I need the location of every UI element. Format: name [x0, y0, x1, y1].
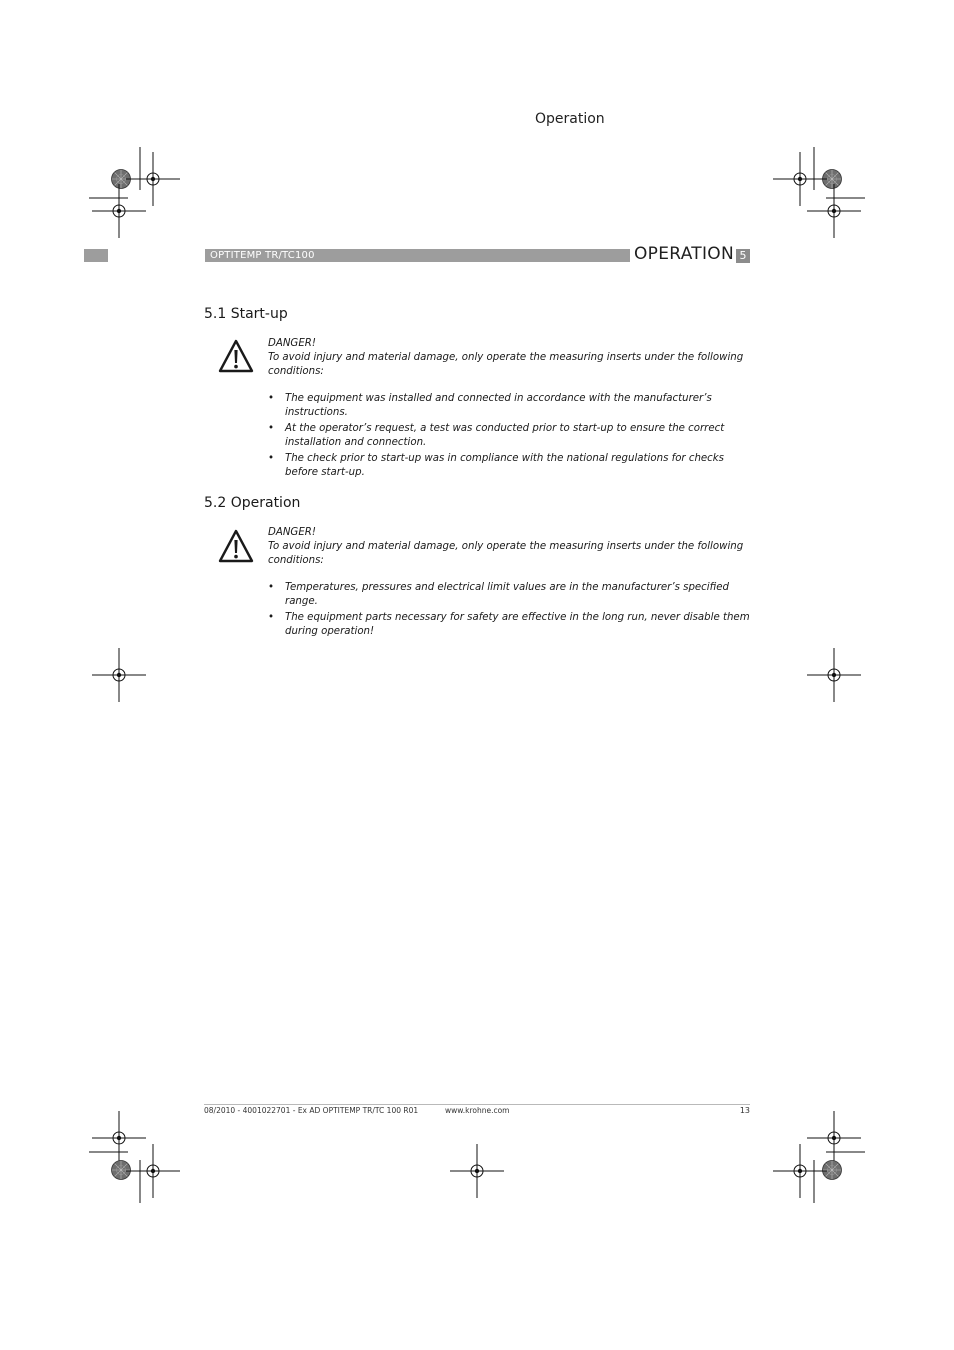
- registration-mark-icon: [126, 1144, 180, 1198]
- danger-label: DANGER!: [268, 338, 316, 349]
- bullet-icon: •: [268, 453, 275, 464]
- registration-mark-icon: [92, 1111, 146, 1165]
- footer-page-number: 13: [739, 1106, 750, 1115]
- danger-label: DANGER!: [268, 527, 316, 538]
- danger-intro: To avoid injury and material damage, only operate the measuring inserts under the following conditions:: [268, 541, 744, 566]
- registration-mark-icon: [773, 1144, 827, 1198]
- danger-intro: To avoid injury and material damage, only operate the measuring inserts under the following conditions:: [268, 352, 744, 377]
- list-item-text: The equipment was installed and connected in accordance with the manufacturer’s instructions.: [285, 393, 712, 418]
- bullet-icon: •: [268, 423, 275, 434]
- header-product-name: OPTITEMP TR/TC100: [210, 250, 315, 261]
- list-item-text: At the operator’s request, a test was conducted prior to start-up to ensure the correct installation and connection.: [285, 423, 725, 448]
- footer-document-id: 08/2010 - 4001022701 - Ex AD OPTITEMP TR/TC 100 R01: [204, 1106, 419, 1115]
- registration-mark-icon: [807, 184, 861, 238]
- bullet-icon: •: [268, 612, 275, 623]
- list-item-text: Temperatures, pressures and electrical limit values are in the manufacturer’s specified range.: [285, 582, 729, 607]
- registration-mark-icon: [126, 152, 180, 206]
- section-title-operation: 5.2 Operation: [204, 495, 301, 511]
- running-title: Operation: [535, 111, 605, 127]
- color-target-icon: [823, 1161, 842, 1180]
- registration-mark-icon: [450, 1144, 504, 1198]
- registration-mark-icon: [807, 648, 861, 702]
- bullet-icon: •: [268, 582, 275, 593]
- list-item-text: The check prior to start-up was in compliance with the national regulations for checks before start-up.: [285, 453, 724, 478]
- bullet-icon: •: [268, 393, 275, 404]
- color-target-icon: [112, 1161, 131, 1180]
- registration-mark-icon: [773, 152, 827, 206]
- registration-mark-icon: [92, 184, 146, 238]
- footer-website: www.krohne.com: [445, 1106, 510, 1115]
- header-chapter-number: 5: [736, 249, 750, 263]
- registration-mark-icon: [807, 1111, 861, 1165]
- section-title-start-up: 5.1 Start-up: [204, 306, 288, 322]
- registration-mark-icon: [92, 648, 146, 702]
- list-item-text: The equipment parts necessary for safety are effective in the long run, never disable them during operation!: [285, 612, 750, 637]
- header-chapter-title: OPERATION: [634, 244, 735, 264]
